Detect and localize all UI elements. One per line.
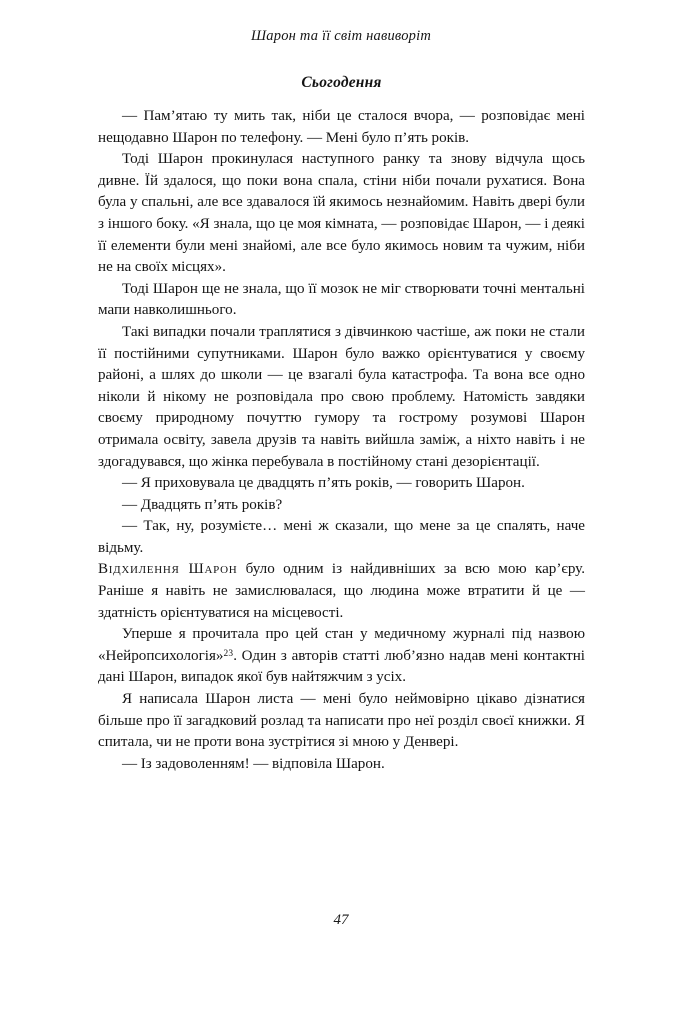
paragraph-p2: Тоді Шарон прокинулася наступного ранку та знову відчула щось дивне. Їй здалося, що поки вона спала, стіни ніби почали рухатися. Вона була у спальні, але все здавалося їй якимось незнайомим. Навіть двері були з іншого боку. «Я знала, що це моя кімната, — розповідає Шарон, — і деякі її елементи були мені знайомі, але все було якимось новим та чужим, ніби не на своїх місцях». (98, 151, 585, 276)
paragraph-p5: — Я приховувала це двадцять п’ять років, — говорить Шарон. (122, 475, 525, 492)
paragraph-p1: — Пам’ятаю ту мить так, ніби це сталося вчора, — розповідає мені нещодавно Шарон по телефону. — Мені було п’ять років. (98, 108, 585, 146)
paragraph-p9-before: Уперше я прочитала про цей стан у медичному журналі під назвою «Нейропсихологія» (98, 626, 585, 664)
footnote-reference[interactable]: 23 (223, 648, 234, 659)
paragraph-p10: Я написала Шарон листа — мені було неймовірно цікаво дізнатися більше про її загадковий розлад та написати про неї розділ своєї книжки. Я спитала, чи не проти вона зустрітися зі мною у Денвері. (98, 691, 585, 751)
paragraph-p4: Такі випадки почали траплятися з дівчинкою частіше, аж поки не стали її постійними супутниками. Шарон було важко орієнтуватися у своєму районі, а шлях до школи — це взагалі була катастрофа. Та вона все одно ніколи й нікому не розповідала про свою проблему. Натомість завдяки своєму природному почуттю гумору та гострому розумові Шарон отримала освіту, завела друзів та навіть вийшла заміж, а ніхто навіть і не здогадувався, що жінка перебувала в постійному стані дезорієнтації. (98, 323, 585, 470)
text-block (98, 74, 585, 775)
smallcaps-lead-in: Відхилення Шарон (98, 561, 238, 578)
page-number: 47 (333, 912, 349, 928)
paragraph-p6: — Двадцять п’ять років? (122, 496, 283, 513)
running-head: Шарон та її світ навиворіт (250, 28, 432, 44)
paragraph-p8-rest: було одним із найдивніших за всю мою кар’єру. Раніше я навіть не замислювалася, що людина може втратити й це — здатність орієнтуватися на місцевості. (98, 561, 585, 621)
paragraph-p7: — Так, ну, розумієте… мені ж сказали, що мене за це спалять, наче відьму. (98, 518, 585, 556)
paragraph-p9 (98, 624, 585, 689)
paragraph-p3: Тоді Шарон ще не знала, що її мозок не міг створювати точні ментальні мапи навколишнього. (98, 280, 585, 319)
paragraph-p8 (98, 559, 585, 624)
paragraph-p9-after: . Один з авторів статті люб’язно надав мені контактні дані Шарон, випадок якої був найтяжчим з усіх. (98, 647, 585, 686)
section-title: Сьогодення (301, 74, 382, 91)
paragraph-p11: — Із задоволенням! — відповіла Шарон. (122, 755, 385, 772)
